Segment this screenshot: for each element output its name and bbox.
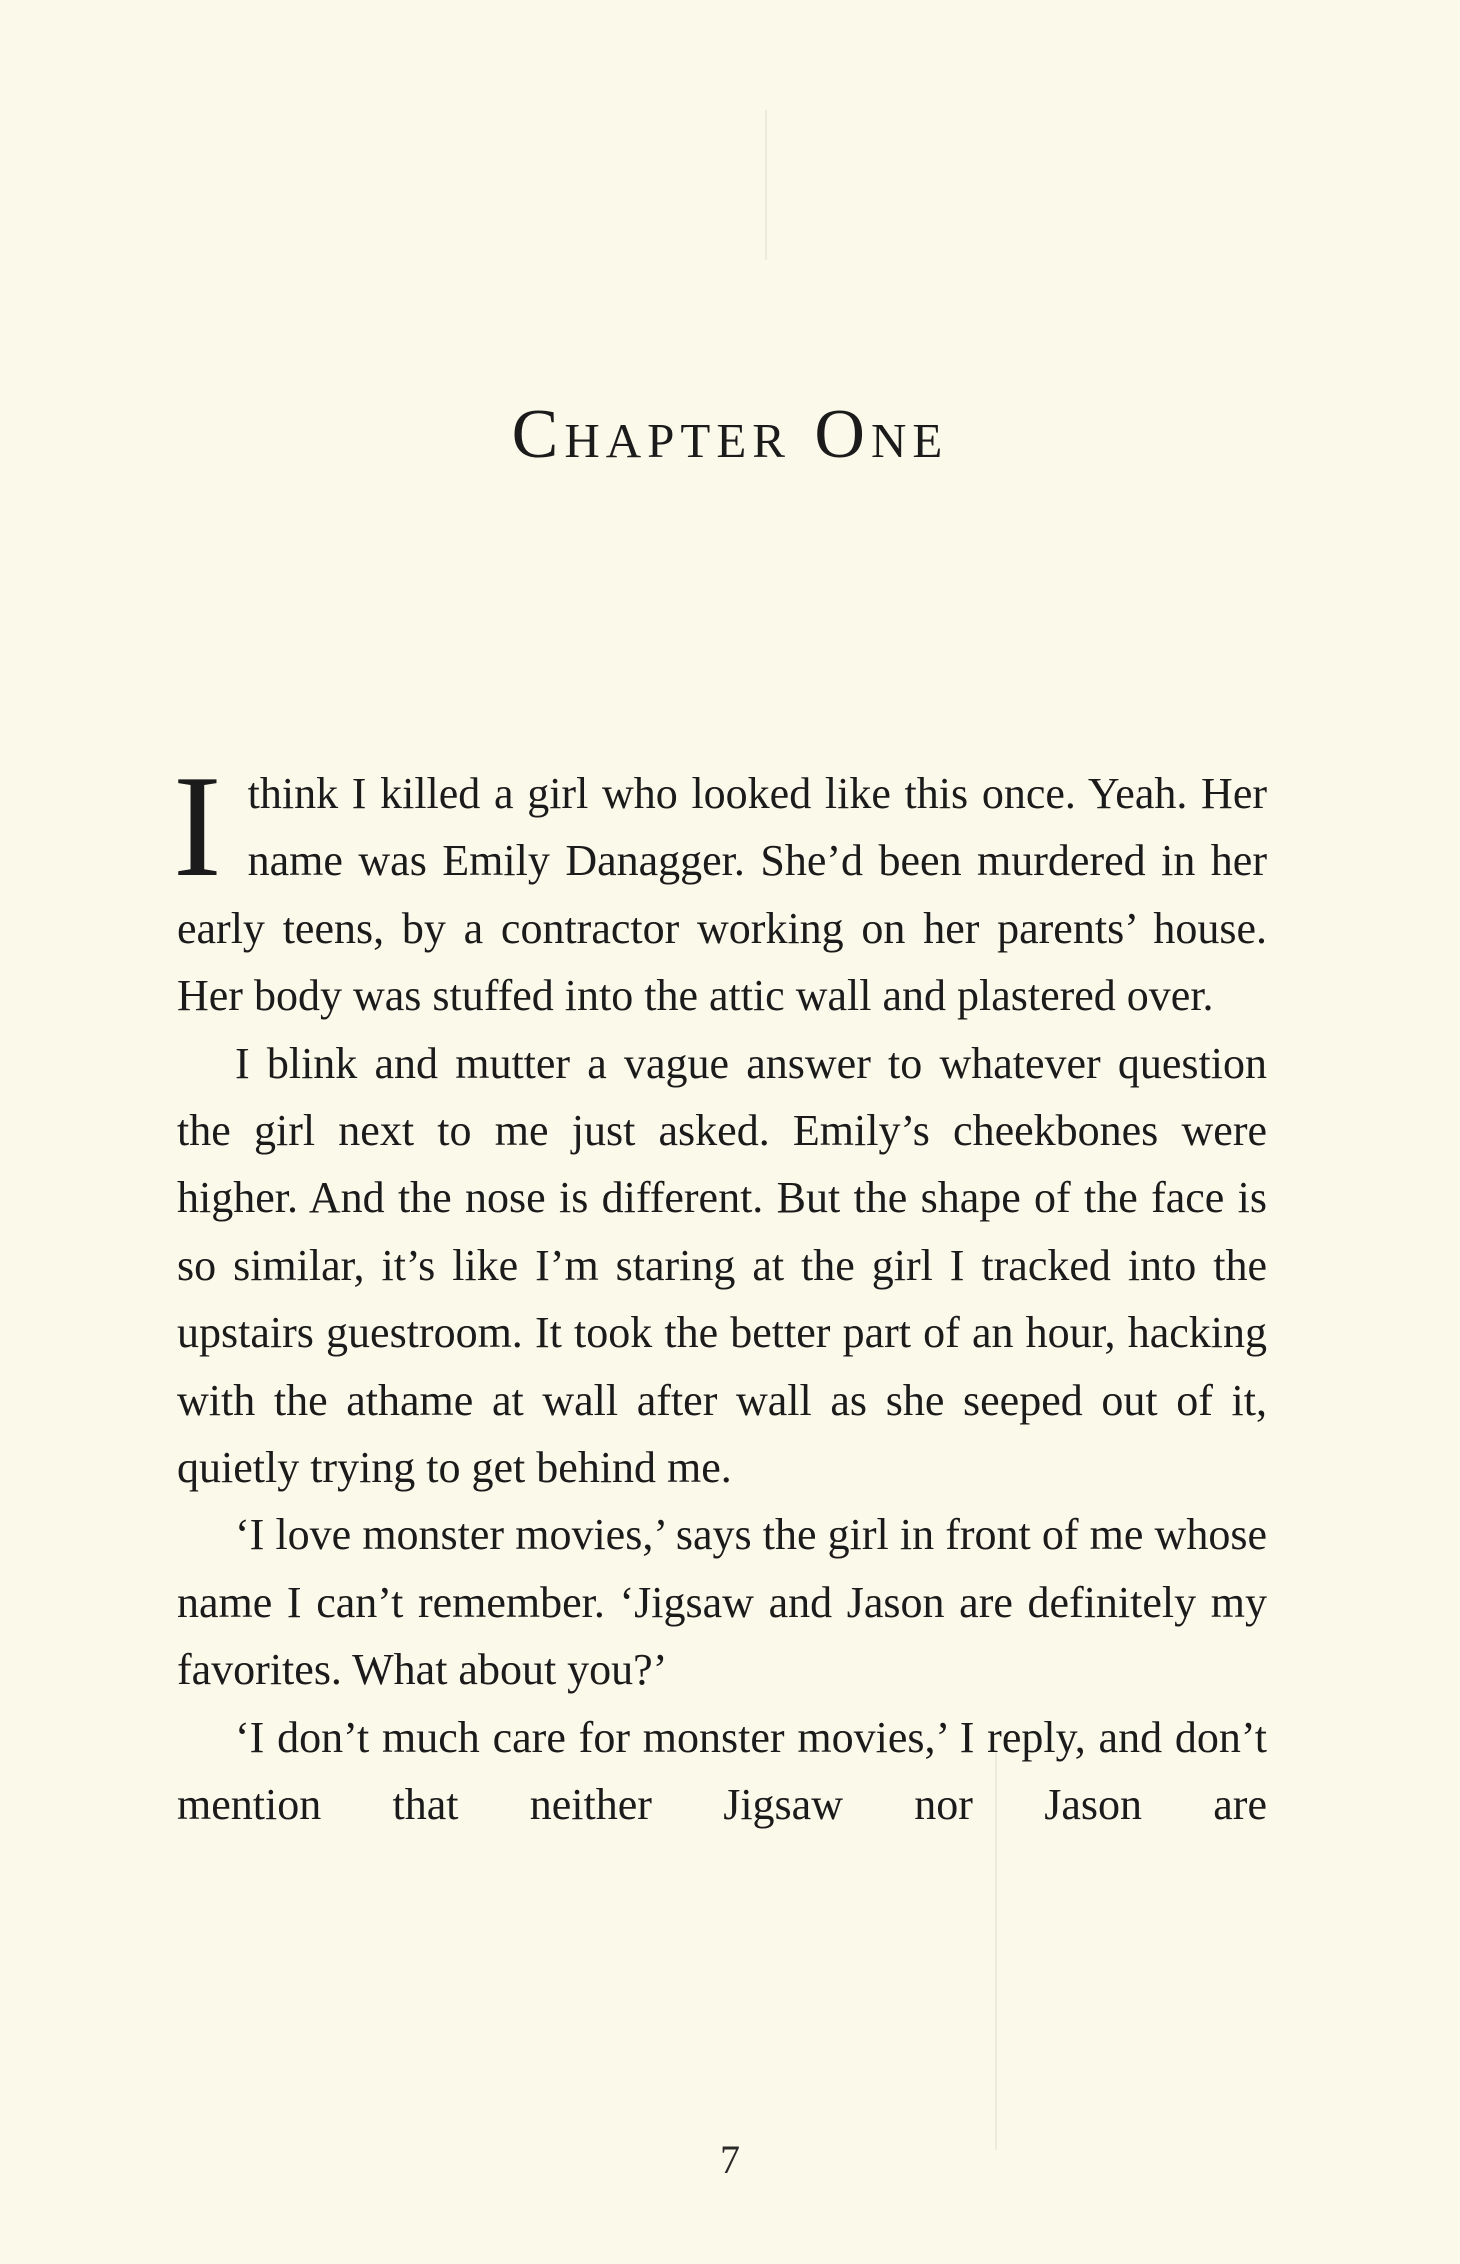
page-number: 7 bbox=[720, 2137, 740, 2182]
paragraph-4: ‘I don’t much care for monster movies,’ I reply, and don’t mention that neither Jigsaw nor Jason are bbox=[177, 1712, 1267, 1830]
paper-crease bbox=[765, 110, 767, 260]
drop-cap: I bbox=[173, 745, 222, 907]
body-text bbox=[173, 745, 1267, 1839]
paragraph-1 bbox=[173, 745, 1267, 1030]
paragraph-1-text: think I killed a girl who looked like this once. Yeah. Her name was Emily Danagger. She’d been murdered in her early teens, by a contractor working on her parents’ house. Her body was stuffed into the attic wall and plastered over. bbox=[177, 769, 1267, 1021]
paragraph-3: ‘I love monster movies,’ says the girl in front of me whose name I can’t remember. ‘Jigsaw and Jason are definitely my favorites. What about you?’ bbox=[177, 1510, 1267, 1695]
paragraph-2: I blink and mutter a vague answer to whatever question the girl next to me just asked. Emily’s cheekbones were higher. And the nose is different. But the shape of the face is so similar, it’s like I’m staring at the girl I tracked into the upstairs guestroom. It took the better part of an hour, hacking with the athame at wall after wall as she seeped out of it, quietly trying to get behind me. bbox=[177, 1038, 1267, 1493]
chapter-title: Chapter One bbox=[511, 396, 949, 473]
